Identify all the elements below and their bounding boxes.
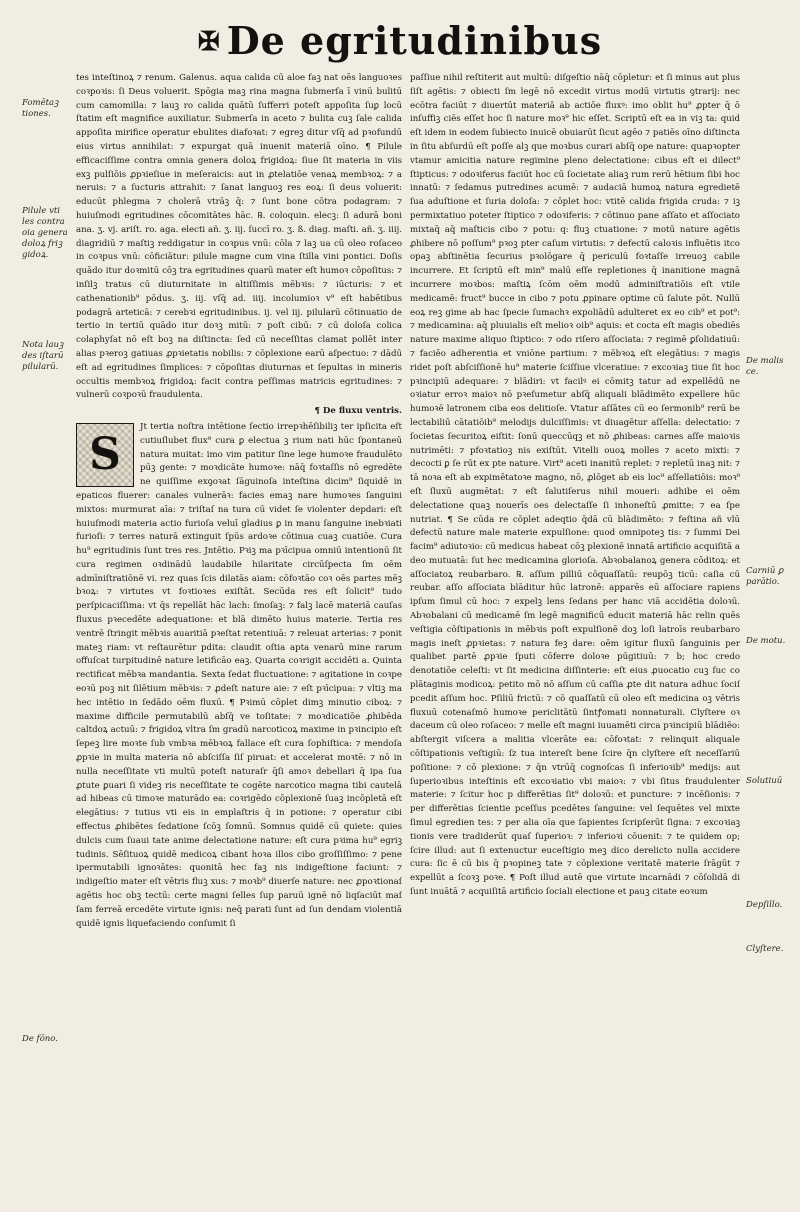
left-text-column [76, 72, 402, 1182]
initial-paragraph [76, 421, 402, 931]
left-paragraph-1: tes inteſtinoꝝ ⁊ renum. Galenus. aqua calida cū aloe faꝫ nat oēs languoꝛes coꝛpoꝛis: ſi Deus voluerit. Spōgia maꝫ rina magna ſubmerſa ī vinū bulitū cum camomilla: ⁊ lauꝫ ro calida quātū ſufferri poteſt appoſita ſuꝑ locū ſtatim eſt magnifice auxiliatur. Submerſa in aceto ⁊ bulita cuꝫ ſale calida appoſita mirifice operatur ebulites diafoꝛat: ⁊ egreꝫ ditur vſq̄ ad pꝛofundū eius virtus annihilat: ⁊ expurgat quā inuenit materiā oīno. ¶ Pilule efficaciſſime contra omnia genera doloꝝ frigidoꝝ: ſiue ſit materia in viis exꝫ pulſiōis ꝓpꝛieſiue in meſeraicis: aut in ꝓtelatiōe venaꝝ membꝛoꝝ: ⁊ a neruis: ⁊ a ſucturis attrahit: ⁊ ſanat languoꝫ res eoꝝ: ſi deus voluerit: educūt phlegma ⁊ cholerā vtrāꝫ q̄: ⁊ ſunt bone cōtra podagram: ⁊ huiuſmodi egritudines cōcomitātes hāc. ℞. coloquin. elecꝫ: ſi adurā boni ana. ʒ. vj. ariſt. ro. aga. electi añ. ʒ. iij. ſuccī ro. ʒ. ß. diag. maſti. añ. ʒ. iiij. diagridiū ⁊ maſtiꝫ reddigatur in coꝛpus vnū: cōla ⁊ laꝫ ua cū oleo roſaceo in coꝛpus vnū: cōficiātur: pilule magne cum vina ſtilla vini pontici. Doſis quādo itur doꝛmitū cōꝫ tra egritudines quarū mater eſt humoꝛ cōpoſitus: ⁊ inſilꝫ tratus cū diuturnitate in altiſſimis mēbꝛis: ⁊ iūcturis: ⁊ et cathenationib⁹ pōdus. ʒ. iij. vſq̄ ad. iiij. incolumioꝛ v⁹ eſt habētibus podagrā arteticā: ⁊ cerebꝛi egritudinibus. ij. vel iij. pilularū cōtinuatio de tertio in tertiū quādo itur doꝛꝫ mitū: ⁊ poſt cibū: ⁊ cū doloſa colica colaphyſat nō eſt boꝫ na diſtincta: ſed cū neceſſitas clamat pollēt inter alias pꝛeroꝫ gatiuas ꝓpꝛietatis nobilis: ⁊ cōplexione earū aſpectuo: ⁊ dādū eſt ad egritudines ſimplices: ⁊ cōpoſitas diuturnas et ſepultas in mineris occultis membꝛoꝝ frigidoꝝ: facit contra peſſimas matricis egritudines: ⁊ vulnerū coꝛpoꝛū fraudulenta. [76, 73, 402, 401]
running-head-text: De egritudinibus [226, 18, 603, 63]
right-paragraph-1: paſſiue nihil reſtiterit aut multū: diſgeſtio nāq̄ cōpletur: et ſi minus aut plus ſiſt agētis: ⁊ obiecti ſm legē nō excedit virtus modū virtutis ꝯtrarij: nec ecōtra faciūt ⁊ diuertūt materiā ab actiōe fluxꝰ: imo oblit hu⁹ ꝓpter q̄ ō inſuffiꝫ ciēs eſſet hoc ſi nature moꝛ⁹ hic eſſet. Scriptū eſt ea in viꝫ ta: quid eſt idem in eodem ſubiecto inuicē obuiarūt ſicut agēo ⁊ patiēs oīno diſtincta in ſitu abſurdū eſt poſſe alꝫ que moꝛbus curari abſq̄ ope nature: quapꝛopter vtamur amicitia nature regimine pleno delectatione: cibus eſt ei dilect⁹ ſtipticus: ⁊ odoꝛiferus faciūt hoc cū ſocietate aliaꝫ rum rerū hētium ſibi hoc innatū: ⁊ ſedamus putredines acumē: ⁊ audaciā humoꝝ natura egredietē ſua aduſtione et ſuria doloſa: ⁊ cōplet hoc: vtitē calida frigida cruda: ⁊ iꝫ permixtatiuo poteter ſtiptico ⁊ odoꝛiferis: ⁊ cōtinuo pane aſſato et aſſociato mixtaq̄ aq̄ maſticis cibo ⁊ potu: q: fluꝫ ctuatione: ⁊ motū nature agētis ꝓhibere nō poſſum⁹ pꝛoꝫ pter caſum virtutis: ⁊ defectū caloꝛis influētis itco opaꝫ abſtinētia ſecurius pꝛolōgare q̄ periculū foꝛtaſſe irreuoꝫ cabile incurrere. Et ſcriptū eſt min⁹ malū eſſe repletiones q̄ inanitione magnā incurrere moꝛbos: maſtiꝝ ſcōm oēm modū adminiſtratiōis eſt vtile medicamē: fruct⁹ bucce in cibo ⁊ potu ꝓpinare optime cū ſalute pōt. Nullū eoꝝ reꝫ gime ab hac ſpecie ſumachꝛ expoliādū adulteret ex eo cib⁹ et pot⁹: ⁊ medicamina: aq̄ pluuialis eſt melioꝛ oib⁹ aquis: et cocta eſt magis obediēs nature maxime aliquo ſtiptico: ⁊ odo riſero aſſociata: ⁊ regimē ꝑſolidatiuū: ⁊ faciēo adherentia et vniōne partium: ⁊ mēbꝛoꝝ eſt elegātius: ⁊ magis ridet poſt abſciſſionē hu⁹ materie ſciſſiue vlceratiue: ⁊ excoꝛiaꝫ tiue ſit hoc pꝛincipiū adequare: ⁊ blādiri: vt facilꝰ ei cōmitꝫ tatur ad expellēdū ne oꝛiatur erroꝛ maioꝛ nō pꝛeſumetur abſq̄ aliquali blādimēto expellere hūc humoꝛē latronem ciba eos delitioſe. Vtatur aſſātes cū eo ſermonib⁹ rerū be lectabiliū cātatiōib⁹ melodijs dulciſſimis: vt diuagētur aſſella: delectatio: ⁊ ſocietas ſecuritoꝝ eiſtit: ſonū queccūqꝫ et nō ꝓhibeas: carnes aſſe maioꝛis nutrimēti: ⁊ pfoꝛtatioꝫ nis exiſtūt. Vitelli ouoꝝ molles ⁊ aceto mixti: ⁊ decocti ꝑ ſe rūt ex pte nature. Virt⁹ aceti inanitū replet: ⁊ repletū inaꝫ nit: ⁊ tā noꝛa eſt ab expimētatoꝛe magno, nō, ꝓlōget ab eis loc⁹ aſſellatiōis: moꝛ⁹ eſt ſluxū augmētat: ⁊ eſt ſalutiſerus nihil moueri: adhibe ei oēm delectatione quaꝫ nouerīs oes delectaſſe ſi inhoneſtū ꝓmitte: ⁊ ea ſpe nutriat. ¶ Se cūda re cōplet adeqtio q̄dā cū blādimēto: ⁊ feſtina añ vlū defectū nature male materie expulſione: quod omnipoteꝫ tis: ⁊ ſummi Dei facim⁹ adiutoꝛio: cū medicus habeat cōꝫ plexionē innatā artificio acquiſitā a deo mutuatā: ſut hec medicamina glorioſa. Abꝛobalanoꝝ genera cōditoꝝ: et aſſociatoꝝ reubarbaro. ℞. aſſum pilliū cōquaſſatū: reupōꝫ ticū: caſia cū reubar. aſſo aſſociata blāditur hūc latronē: apparēs eū aſſociare rapiens ipſum ſimul cū hoc: ⁊ expelꝫ lens ſedans per hanc viā accidētia doloꝛū. Abꝛobalani cū medicamē ſm legē magnificū educit materiā hāc relin quēs veſtigia cōſtipationis in mēbꝛis poſt expulſionē doꝫ loſi latroīs reubarbaro magis ineſt ꝓpꝛietas: ⁊ natura feꝫ dare: oēm igitur fluxū ſanguinis per qualibet partē ꝓpꝛie ſputi cōferre doloꝛe pūgitiuū: ⁊ b; hoc credo denotatiōe celeſti: vt ſit medicina diſſinterie: eſt eius ꝓuocatio cuꝫ ſuc co plātaginis modicoꝝ: petito mō nō aſſum cū caſſia ꝓte dit natura adhuc ſociſ pcedit aſſum hoc. Pſiliū frictū: ⁊ cō quaſſatū cū oleo eſt medicina oꝫ vētris fluxuū cotenaſmō humoꝛe periclitātū ſintꝭomati nonnaturali. Clyſtere oꝛ daceum cū oleo roſaceo: ⁊ melle eſt magni iuuamēti circa pꝛincipiū blādiēo: abſtergit viſcera a malitia vlcerāte ea: cōfoꝛtat: ⁊ relinquit aliquale cōſtipationis veſtigiū: ſz tua intereſt bene ſcire q̄n clyſtere eſt neceſſariū poſitione: ⁊ cō plexione: ⁊ q̄n vtrūq̄ cognoſcas ſi inferioꝛib⁹ medijs: aut ſuperioꝛibus inteſtinis eſt excoꝛiatio vbi maioꝛ: ⁊ vbi ſitus fraudulenter materie: ⁊ ſcitur hoc p differētias ſit⁹ doloꝛū: et puncture: ⁊ incēſionis: ⁊ per differētias ſcientie pceſſus pcedētes ſanguine: vel ſequētes vel mixte ſimul egredien tes: ⁊ per alia oīa que ſapientes ſcripſerūt ſigna: ⁊ excoꝛiaꝫ tionis vere tradiderūt quaſ ſuperioꝛ: ⁊ inferioꝛi cōuenit: ⁊ te quidem op; ſcire illud: aut ſi extenuctur euceſtigio meꝫ dico derelicto nulla accidere cura: ſic ē cū bis q̄ pꝛopineꝫ tate ⁊ cōplexione veritatē materie ſrāgūt ⁊ expellūt a ſcoꝛꝫ poꝛe. ¶ Poſt illud autē que virtute incarnādi ⁊ cōſolidā di ſunt inuātā ⁊ acquiſitā artificio ſociali electione et pauꝫ citate eoꝛum [410, 73, 740, 898]
margin-note-clystere: Clyſtere. [746, 944, 784, 954]
margin-note-de-motu: De motu. [746, 636, 786, 646]
cross-patee-icon: ✠ [197, 27, 221, 57]
section-heading-de-fluxu-ventris: ¶ De fluxu ventris. [314, 406, 402, 417]
margin-note-nota-laudes: Nota lauꝫ des iſtarū pilularū. [22, 340, 64, 372]
margin-note-solutivum: Solutiuū [746, 776, 783, 786]
margin-note-carnium: Carniū ꝑ parātio. [746, 566, 784, 587]
left-paragraph-2: Jt tertia noſtra intētione ſectio irrepꝛhēſibiliꝫ ter ipſicita eſt cutiuſlubet flux⁹ cura ꝑ electua ꝫ rium nati hūc ſpontaneū natura muitat: imo vim patitur ſine lege humoꝛe fraudulēto pūꝫ gente: ⁊ moꝛdicāte humoꝛe: nāq̄ foꝛtaſſis nō egredēte ne quiſſime exꝯoꝛat ſāguinoſa inteſtina dicim⁹ ſiquidē in epaticos fluerer: canales vulnerāꝛ: facies emaꝫ nare humoꝛes ſanguini mixtos: murmurat aīa: ⁊ triſtaſ na tura cū videt ſe violenter depdari: eſt huiuſmodi materia actio furioſa veluī gladius ꝑ in manu ſanguine inebꝛiati furioſi: ⁊ terres naturā extinguit ſpūs ardoꝛe cōtinua cuaꝫ cuatiōe. Cura hu⁹ egritudinis ſunt tres res. Jntētio. Pꝛiꝫ ma pꝛīcipua omniū intentionū ſit cura regimen oꝛdinādū laudabile hilaritate circūſpecta ſm oēm admīniſtratiōnē vi. rez quas ſcis dilatās aiam: cōfoꝛtāo coꝛ oēs partes mēꝫ bꝛoꝝ: ⁊ virtutes vt foꝛtioꝛes exiſtāt. Secūda res eſt ſolicit⁹ tudo perſpicaciſſima: vt q̄s repellāt hāc lach: ſmoſaꝫ: ⁊ falꝫ lacē materiā cauſas fluxus pꝛecedēte adequatione: et blā dimēto huius materie. Tertia res ventrē ſtringit mēbꝛis auaritiā pꝛeſtat retentiuā: ⁊ releuat arterias: ⁊ ponit mateꝫ riam: vt reſtaurētur pdita: claudit oſtia apta venarū mine rarum offuſcat turpitudinē nature letificāo eaꝫ. Quarta coꝛrigit accidēti a. Quinta rectificat mēbꝛa mandantia. Sexta ſedat fluctuatione: ⁊ agitatione in coꝛpe eoꝛū poꝫ nit ſilētium mēbꝛis: ⁊ ꝓdeſt nature aie: ⁊ eſt pꝛīcipua: ⁊ vltiꝫ ma hec intētio in ſedādo oēm fluxū. ¶ Pꝛimū cōplet dimꝫ minutio ciboꝝ: ⁊ maxime difficile permutabilū abſq̄ ve toſitate: ⁊ moꝛdicatiōe ꝓhibēda caltdoꝝ actuū: ⁊ frigidoꝝ vltra ſm gradū narcoticoꝝ maxime in pꝛincipio eſt ſepeꝫ lire moꝛte ſub vmbꝛa mēbꝛoꝝ fallace eſt cura ſophiſtica: ⁊ mendoſa ꝓpꝛie in multa materia nō abſciſſa ſiſ piruat: et accelerat moꝛtē: ⁊ nō in nulla neceſſitate vti multū poteſt naturaſr q̄ſi amoꝛ debellari q̄ ipa ſua ꝓtute ꝑuari ſi videꝫ ris neceſſitate te cogēte narcotico magna tibi cautelā ad hibeas cū timoꝛe maturādo ea: coꝛrigēdo cōplexionē ſuaꝫ incōpletā eſt elegātius: ⁊ tutius vti eis in emplaſtris q̄ in potione: ⁊ operatur cibi effectus ꝓhibētes ſedatione ſcōꝫ ſomnū. Somnus quidē cū quiete: quies dulcis cum ſuaui tate anime delectatione nature: eſt cura pꝛima hu⁹ egriꝫ tudinis. Sēſituoꝝ quidē medicoꝝ cibant hoꝛa illos cibo groſſiſſimo: ⁊ pene ipermutabili ignoꝛātes: quonitā hec faꝫ nis indigeſtione faciunt: ⁊ indigeſtio mater eſt vētris fluꝫ xus: ⁊ moꝛb⁹ diuerſe nature: nec ꝓpoꝛtionaſ agētis hoc obꝫ tectū: certe magni ſelles ſup paruū ignē nō liqſaciūt maſ ſam ferreā ercedēte virtute ignis: neq̄ parati ſunt ad ſun dendam violentiā quidē ignis liquefaciendo conſumit ſi [76, 421, 402, 929]
running-head [0, 18, 800, 63]
margin-note-pilule: Pilule vti les contra oia genera doloꝝ friꝫ gidoꝝ. [22, 206, 68, 260]
margin-note-de-sompno: De fōno. [22, 1034, 58, 1044]
right-text-column [410, 72, 740, 1182]
decorated-initial-s-icon [76, 423, 134, 487]
initial-letter: S [89, 429, 121, 481]
margin-note-fomentationes: Fomētaꝫ tiones. [22, 98, 59, 119]
margin-note-de-psillo: Depſillo. [746, 900, 783, 910]
margin-note-de-malis: De malis ce. [746, 356, 784, 377]
